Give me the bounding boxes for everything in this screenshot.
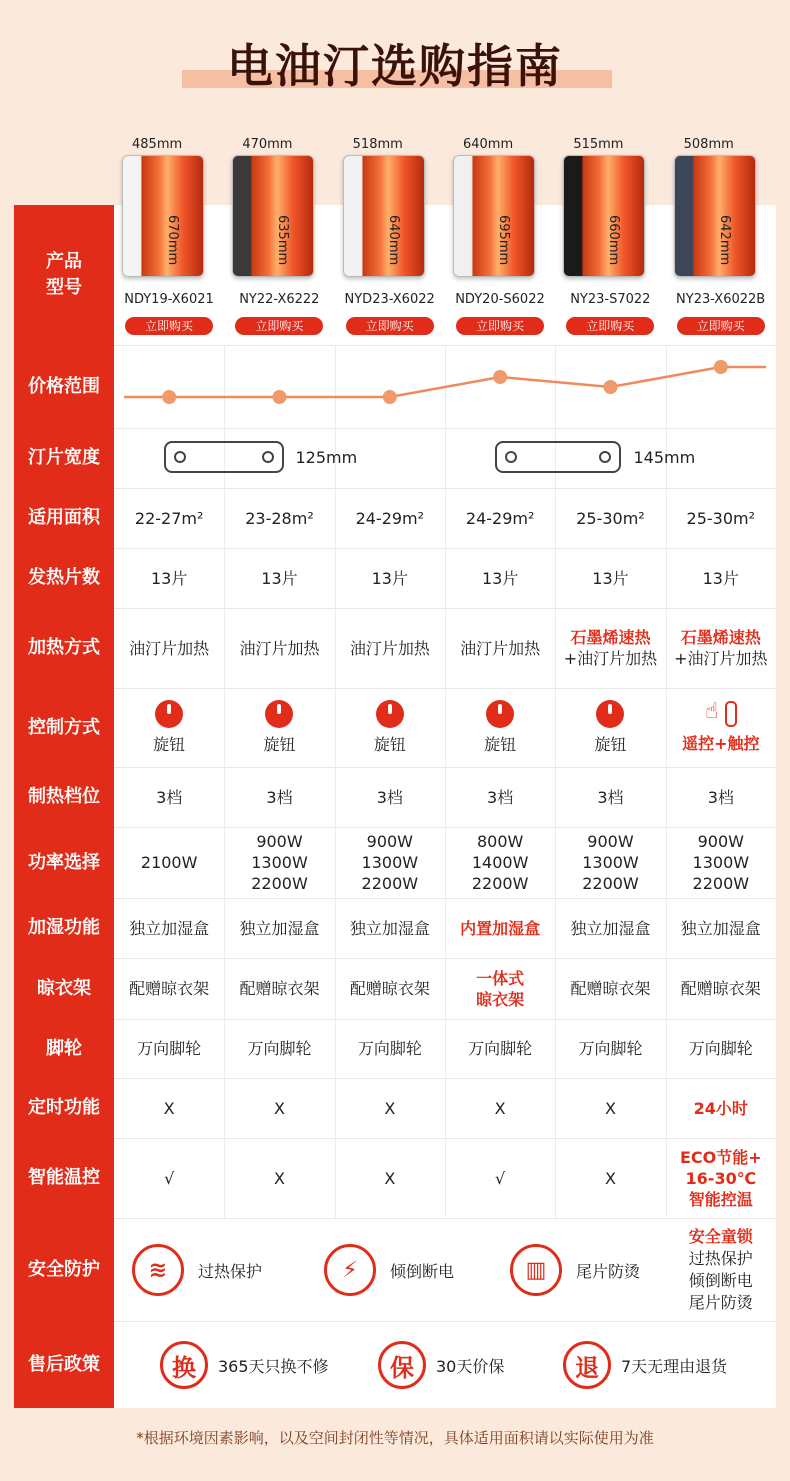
power-option: 900W xyxy=(587,832,634,851)
heating-line-2: +油汀片加热 xyxy=(563,649,658,668)
buy-now-button[interactable]: 立即购买 xyxy=(566,317,654,335)
aftersale-text: 365天只换不修 xyxy=(218,1356,329,1376)
aftersale-item xyxy=(378,1341,504,1389)
price-range-chart xyxy=(114,345,776,428)
rack-line-1: 配赠晾衣架 xyxy=(570,979,651,998)
wheels-cell xyxy=(445,1019,555,1078)
heating-line-1: 油汀片加热 xyxy=(239,638,320,658)
timer-cell xyxy=(445,1078,555,1138)
power-cell xyxy=(666,827,776,898)
control-cell xyxy=(445,688,555,767)
fins-value: 13片 xyxy=(481,568,519,588)
wheels-cell xyxy=(555,1019,665,1078)
heating-cell xyxy=(224,608,334,688)
product-width-label: 508mm xyxy=(683,137,734,152)
safety-line-3: 倾倒断电 xyxy=(688,1270,753,1290)
power-option: 2200W xyxy=(471,874,529,893)
area-value: 24-29m² xyxy=(355,508,425,528)
thermo-cell xyxy=(666,1138,776,1218)
power-option: 2200W xyxy=(251,874,308,893)
safety-line-4: 尾片防烫 xyxy=(688,1292,753,1312)
area-cell xyxy=(114,488,224,548)
rack-line-1: 配赠晾衣架 xyxy=(680,979,761,998)
row-label-area: 适用面积 xyxy=(28,507,100,528)
row-label-fin-width: 汀片宽度 xyxy=(28,447,100,468)
row-label-timer: 定时功能 xyxy=(28,1097,100,1118)
product-height-label: 635mm xyxy=(275,215,291,266)
rack-line-1: 一体式 xyxy=(476,968,525,988)
power-option: 2200W xyxy=(361,874,419,893)
buy-now-button[interactable]: 立即购买 xyxy=(677,317,765,335)
rack-cell xyxy=(445,958,555,1019)
humidify-cell xyxy=(335,898,445,958)
humidify-cell xyxy=(666,898,776,958)
control-cell xyxy=(335,688,445,767)
thermo-cell xyxy=(555,1138,665,1218)
levels-cell xyxy=(114,767,224,827)
wheels-cell xyxy=(666,1019,776,1078)
fins-cell xyxy=(555,548,665,608)
fins-cell xyxy=(666,548,776,608)
humidify-cell xyxy=(445,898,555,958)
control-cell xyxy=(666,688,776,767)
power-option: 900W xyxy=(256,832,303,851)
timer-value: 24小时 xyxy=(693,1098,748,1118)
product-image xyxy=(122,155,204,277)
wheels-cell xyxy=(114,1019,224,1078)
product-height-label: 695mm xyxy=(495,215,511,266)
heating-cell xyxy=(666,608,776,688)
levels-cell xyxy=(555,767,665,827)
product-model: NY23-X6022B xyxy=(676,292,766,307)
fins-value: 13片 xyxy=(702,568,739,588)
fins-value: 13片 xyxy=(150,568,188,588)
thermo-cell xyxy=(114,1138,224,1218)
fin-width-dot xyxy=(262,451,274,463)
row-label-wheels: 脚轮 xyxy=(46,1037,82,1059)
power-option: 2100W xyxy=(140,853,198,872)
knob-icon xyxy=(155,700,183,728)
thermo-line-1: X xyxy=(384,1168,396,1188)
safety-item xyxy=(324,1244,454,1296)
timer-value: X xyxy=(604,1098,616,1118)
power-option: 1300W xyxy=(692,853,750,872)
aftersale-badge-icon: 换 xyxy=(160,1341,208,1389)
knob-icon xyxy=(265,700,293,728)
area-cell xyxy=(224,488,334,548)
aftersale-text: 30天价保 xyxy=(436,1356,505,1376)
levels-cell xyxy=(666,767,776,827)
thermo-line-3: 智能控温 xyxy=(688,1189,753,1209)
humidify-cell xyxy=(114,898,224,958)
humidify-cell xyxy=(555,898,665,958)
levels-cell xyxy=(224,767,334,827)
radiator-icon: ▥ xyxy=(510,1244,562,1296)
product-height-label: 642mm xyxy=(716,215,732,266)
knob-notch-icon xyxy=(167,704,171,714)
price-trend-line xyxy=(124,367,766,397)
safety-item xyxy=(510,1244,640,1296)
area-value: 25-30m² xyxy=(686,508,756,528)
control-cell xyxy=(224,688,334,767)
heating-line-1: 石墨烯速热 xyxy=(680,628,761,647)
area-value: 25-30m² xyxy=(576,508,645,528)
thermo-cell xyxy=(224,1138,334,1218)
thermo-line-1: X xyxy=(274,1168,285,1188)
product-model: NDY19-X6021 xyxy=(124,292,214,307)
thermo-line-2: 16-30℃ xyxy=(685,1168,757,1188)
power-option: 900W xyxy=(366,832,413,851)
knob-notch-icon xyxy=(277,704,281,714)
timer-cell xyxy=(335,1078,445,1138)
price-point-1 xyxy=(162,390,176,404)
power-cell xyxy=(224,827,334,898)
safety-line-2: 过热保护 xyxy=(688,1248,753,1268)
fins-value: 13片 xyxy=(592,568,629,588)
power-cell xyxy=(114,827,224,898)
safety-item xyxy=(132,1244,262,1296)
product-height-label: 640mm xyxy=(385,215,401,266)
footnote: *根据环境因素影响，以及空间封闭性等情况，具体适用面积请以实际使用为准 xyxy=(136,1429,654,1447)
fin-width-diagram xyxy=(495,441,621,473)
product-width-label: 485mm xyxy=(132,137,183,152)
humidify-value: 内置加湿盒 xyxy=(460,918,541,938)
price-point-4 xyxy=(493,370,507,384)
power-cell xyxy=(445,827,555,898)
fins-cell xyxy=(114,548,224,608)
power-option: 1400W xyxy=(471,853,529,872)
control-value: 旋钮 xyxy=(153,735,186,754)
power-cell xyxy=(335,827,445,898)
product-height-label: 670mm xyxy=(165,215,180,266)
thermo-line-1: ECO节能+ xyxy=(679,1147,762,1167)
row-label-fins: 发热片数 xyxy=(28,567,100,588)
remote-touch-icons xyxy=(705,701,736,727)
levels-cell xyxy=(445,767,555,827)
timer-cell xyxy=(555,1078,665,1138)
timer-cell xyxy=(224,1078,334,1138)
humidify-value: 独立加湿盒 xyxy=(570,918,651,938)
product-width-label: 470mm xyxy=(242,137,293,152)
product-image xyxy=(343,155,425,277)
fin-width-dot xyxy=(174,451,186,463)
rack-line-2: 晾衣架 xyxy=(476,989,525,1009)
rack-line-1: 配赠晾衣架 xyxy=(129,979,210,998)
heat-waves-icon: ≋ xyxy=(132,1244,184,1296)
area-cell xyxy=(666,488,776,548)
header xyxy=(0,18,790,98)
aftersale-badge-icon: 保 xyxy=(378,1341,426,1389)
row-label-heating: 加热方式 xyxy=(28,637,100,658)
humidify-cell xyxy=(224,898,334,958)
levels-value: 3档 xyxy=(156,787,183,807)
levels-value: 3档 xyxy=(266,787,293,807)
product-width-label: 640mm xyxy=(462,137,514,152)
product-model: NY22-X6222 xyxy=(239,292,320,307)
fin-width-value: 145mm xyxy=(633,448,696,467)
levels-value: 3档 xyxy=(707,787,734,807)
wheels-value: 万向脚轮 xyxy=(357,1039,422,1058)
control-cell xyxy=(555,688,665,767)
thermo-cell xyxy=(335,1138,445,1218)
heating-cell xyxy=(445,608,555,688)
wheels-cell xyxy=(224,1019,334,1078)
fins-value: 13片 xyxy=(371,568,408,588)
knob-notch-icon xyxy=(388,704,392,714)
power-option: 1300W xyxy=(582,853,639,872)
control-value: 旋钮 xyxy=(594,735,627,754)
humidify-value: 独立加湿盒 xyxy=(239,918,320,938)
control-cell xyxy=(114,688,224,767)
product-image xyxy=(563,155,645,277)
power-option: 900W xyxy=(697,832,744,851)
humidify-value: 独立加湿盒 xyxy=(680,918,761,938)
timer-cell xyxy=(666,1078,776,1138)
power-option: 2200W xyxy=(582,874,639,893)
rack-cell xyxy=(114,958,224,1019)
levels-value: 3档 xyxy=(376,787,403,807)
heating-line-1: 石墨烯速热 xyxy=(570,628,651,647)
fin-width-diagram xyxy=(164,441,284,473)
heating-line-1: 油汀片加热 xyxy=(349,638,430,658)
power-option: 1300W xyxy=(361,853,419,872)
buy-now-button[interactable]: 立即购买 xyxy=(346,317,434,335)
page-title: 电油汀选购指南 xyxy=(227,39,563,93)
fin-width-dot xyxy=(505,451,517,463)
heating-line-2: +油汀片加热 xyxy=(674,649,768,668)
levels-cell xyxy=(335,767,445,827)
timer-cell xyxy=(114,1078,224,1138)
area-value: 24-29m² xyxy=(465,508,535,528)
fin-width-dot xyxy=(599,451,611,463)
product-image xyxy=(453,155,535,277)
aftersale-text: 7天无理由退货 xyxy=(621,1356,728,1376)
control-value: 遥控+触控 xyxy=(682,734,760,753)
product-model: NY23-S7022 xyxy=(570,292,651,307)
buy-now-button[interactable]: 立即购买 xyxy=(235,317,323,335)
humidify-value: 独立加湿盒 xyxy=(129,918,210,938)
knob-notch-icon xyxy=(498,704,502,714)
timer-value: X xyxy=(384,1098,396,1118)
wheels-value: 万向脚轮 xyxy=(688,1039,753,1058)
wheels-value: 万向脚轮 xyxy=(468,1039,533,1058)
humidify-value: 独立加湿盒 xyxy=(349,918,430,938)
buy-now-button[interactable]: 立即购买 xyxy=(456,317,544,335)
fins-cell xyxy=(445,548,555,608)
rack-line-1: 配赠晾衣架 xyxy=(239,979,320,998)
rack-cell xyxy=(666,958,776,1019)
fins-cell xyxy=(224,548,334,608)
row-label-price: 价格范围 xyxy=(28,375,100,397)
aftersale-item xyxy=(563,1341,727,1389)
heating-line-1: 油汀片加热 xyxy=(129,638,210,658)
rack-cell xyxy=(335,958,445,1019)
price-point-6 xyxy=(714,360,728,374)
row-label-product: 产品 型号 xyxy=(46,251,82,298)
safety-item-label: 倾倒断电 xyxy=(390,1261,455,1281)
levels-value: 3档 xyxy=(487,787,514,807)
row-label-rack: 晾衣架 xyxy=(37,977,91,999)
knob-notch-icon xyxy=(608,704,612,714)
wheels-value: 万向脚轮 xyxy=(137,1039,202,1058)
row-label-column xyxy=(14,205,114,1408)
wheels-value: 万向脚轮 xyxy=(247,1039,312,1058)
row-label-control: 控制方式 xyxy=(28,716,100,738)
area-cell xyxy=(555,488,665,548)
wheels-value: 万向脚轮 xyxy=(578,1039,643,1058)
row-divider xyxy=(114,1321,776,1322)
row-divider xyxy=(114,1218,776,1219)
row-label-safety: 安全防护 xyxy=(28,1258,100,1280)
safety-item-label: 尾片防烫 xyxy=(576,1261,641,1281)
price-point-5 xyxy=(603,380,617,394)
timer-value: X xyxy=(494,1098,506,1118)
touch-hand-icon: ☝ xyxy=(705,699,719,724)
fins-value: 13片 xyxy=(261,568,298,588)
timer-value: X xyxy=(274,1098,285,1118)
heating-cell xyxy=(335,608,445,688)
safety-line-1: 安全童锁 xyxy=(688,1226,753,1246)
safety-item-label: 过热保护 xyxy=(198,1261,263,1281)
price-point-3 xyxy=(383,390,397,404)
price-point-2 xyxy=(272,390,286,404)
fin-width-value: 125mm xyxy=(295,448,358,467)
area-cell xyxy=(445,488,555,548)
timer-value: X xyxy=(163,1098,175,1118)
rack-cell xyxy=(555,958,665,1019)
thermo-cell xyxy=(445,1138,555,1218)
lightning-icon: ⚡ xyxy=(324,1244,376,1296)
thermo-line-1: √ xyxy=(495,1168,506,1188)
heating-cell xyxy=(555,608,665,688)
power-cell xyxy=(555,827,665,898)
safety-summary-cell xyxy=(666,1223,776,1316)
power-option: 1300W xyxy=(251,853,308,872)
thermo-line-1: X xyxy=(604,1168,616,1188)
wheels-cell xyxy=(335,1019,445,1078)
aftersale-item xyxy=(160,1341,329,1389)
product-model: NDY20-S6022 xyxy=(455,292,545,307)
buy-now-button[interactable]: 立即购买 xyxy=(125,317,213,335)
rack-line-1: 配赠晾衣架 xyxy=(349,979,430,998)
area-value: 23-28m² xyxy=(245,508,314,528)
aftersale-badge-icon: 退 xyxy=(563,1341,611,1389)
rack-cell xyxy=(224,958,334,1019)
row-label-humidify: 加湿功能 xyxy=(28,917,100,938)
product-width-label: 518mm xyxy=(352,137,403,152)
control-value: 旋钮 xyxy=(263,735,296,754)
product-image xyxy=(232,155,314,277)
fins-cell xyxy=(335,548,445,608)
levels-value: 3档 xyxy=(597,787,624,807)
heating-cell xyxy=(114,608,224,688)
knob-icon xyxy=(486,700,514,728)
area-value: 22-27m² xyxy=(134,508,204,528)
control-value: 旋钮 xyxy=(373,735,406,754)
row-label-aftersale: 售后政策 xyxy=(28,1353,100,1375)
control-value: 旋钮 xyxy=(484,735,517,754)
power-option: 800W xyxy=(476,832,524,851)
product-model: NYD23-X6022 xyxy=(344,292,435,307)
product-height-label: 660mm xyxy=(606,215,622,266)
row-label-thermo: 智能温控 xyxy=(28,1167,100,1188)
knob-icon xyxy=(376,700,404,728)
knob-icon xyxy=(596,700,624,728)
product-image xyxy=(674,155,756,277)
comparison-table xyxy=(14,137,776,1408)
power-option: 2200W xyxy=(692,874,750,893)
remote-control-icon xyxy=(725,701,737,727)
area-cell xyxy=(335,488,445,548)
heating-line-1: 油汀片加热 xyxy=(460,638,541,658)
product-width-label: 515mm xyxy=(573,137,624,152)
row-label-power: 功率选择 xyxy=(28,851,100,873)
thermo-line-1: √ xyxy=(164,1168,175,1188)
row-label-levels: 制热档位 xyxy=(28,786,100,807)
